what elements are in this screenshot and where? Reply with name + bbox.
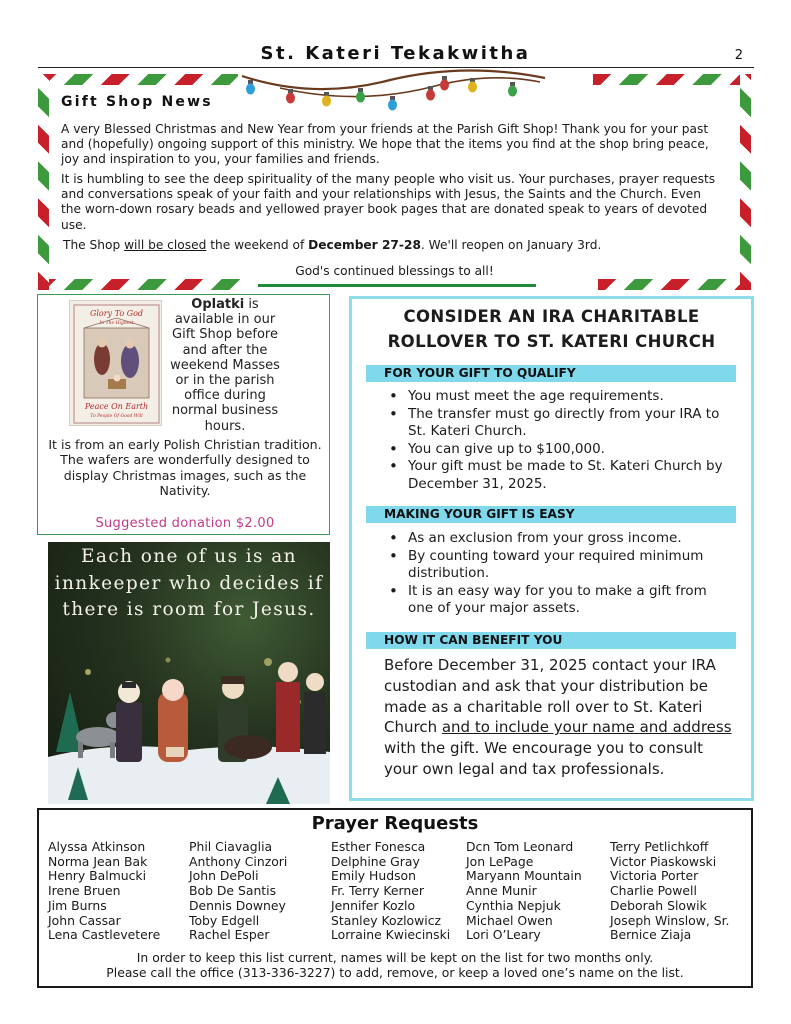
- oplatki-description: It is from an early Polish Christian tradition. The wafers are wonderfully designed to display Christmas images, such as the Nativity.: [48, 437, 322, 499]
- ira-benefit-text: [384, 655, 739, 780]
- oplatki-wafer-image: [69, 300, 162, 426]
- list-item: Fr. Terry Kerner: [331, 883, 424, 899]
- wafer-text-bottom-small: To People Of Good Will: [90, 414, 143, 419]
- prayer-note-line-1: In order to keep this list current, names will be kept on the list for two months only.: [136, 950, 654, 965]
- benefit-text: Before December 31, 2025 contact your IRA custodian and ask that your distribution be made as a charitable roll over to St. Kateri Church: [384, 656, 716, 737]
- list-item: • Your gift must be made to St. Kateri Church by December 31, 2025.: [380, 458, 725, 493]
- closure-text: The Shop: [63, 238, 125, 252]
- list-item: Dennis Downey: [189, 897, 286, 913]
- list-item: Norma Jean Bak: [48, 853, 148, 869]
- innkeeper-image: [48, 542, 330, 804]
- list-item: Henry Balmucki: [48, 868, 147, 884]
- list-item: Bernice Ziaja: [610, 927, 692, 943]
- list-item: Lena Castlevetere: [48, 927, 161, 943]
- list-item: Irene Bruen: [48, 883, 121, 899]
- list-item: Dcn Tom Leonard: [466, 839, 574, 854]
- benefit-text: with the gift. We encourage you to consult your own legal and tax professionals.: [384, 739, 704, 778]
- gift-shop-heading: Gift Shop News: [61, 94, 213, 110]
- gift-shop-signoff: God's continued blessings to all!: [295, 264, 494, 278]
- list-item: Jennifer Kozlo: [331, 897, 416, 913]
- ira-title-line-2: ROLLOVER TO ST. KATERI CHURCH: [387, 332, 716, 351]
- list-item: Anne Munir: [466, 883, 537, 899]
- list-item: Maryann Mountain: [466, 868, 582, 884]
- ira-qualify-heading: FOR YOUR GIFT TO QUALIFY: [384, 366, 576, 380]
- list-item: Toby Edgell: [189, 912, 260, 928]
- list-item: Phil Ciavaglia: [189, 839, 273, 854]
- list-item: Rachel Esper: [189, 927, 270, 943]
- list-item: Jon LePage: [466, 853, 534, 869]
- list-item: Michael Owen: [466, 912, 553, 928]
- prayer-column-2: [189, 840, 287, 943]
- ira-section-bar-qualify: [366, 365, 736, 382]
- closure-text: . We'll reopen on January 3rd.: [420, 238, 602, 252]
- prayer-requests-note: [37, 950, 753, 981]
- prayer-column-3: [331, 840, 450, 943]
- closure-underlined: will be closed: [124, 238, 207, 252]
- list-item: • It is an easy way for you to make a gift from one of your major assets.: [380, 583, 725, 618]
- ira-easy-list: [380, 530, 725, 618]
- list-item: Jim Burns: [48, 897, 107, 913]
- green-divider: [258, 284, 536, 287]
- list-item: • You must meet the age requirements.: [380, 388, 725, 406]
- oplatki-availability-text: is available in our Gift Shop before and after the weekend Masses or in the parish office during normal business hours.: [170, 297, 280, 434]
- ira-qualify-list: [380, 388, 725, 494]
- list-item: Emily Hudson: [331, 868, 416, 884]
- list-item: Deborah Slowik: [610, 897, 707, 913]
- list-item: Stanley Kozlowicz: [331, 912, 442, 928]
- page-number: 2: [734, 48, 743, 63]
- innkeeper-quote: Each one of us is an innkeeper who decides if there is room for Jesus.: [54, 546, 324, 620]
- candy-stripe-border: [38, 74, 238, 85]
- oplatki-name: Oplatki: [191, 297, 245, 312]
- christmas-lights-icon: [240, 66, 550, 112]
- list-item: Alyssa Atkinson: [48, 839, 146, 854]
- wafer-text-top: Glory To God: [89, 309, 144, 318]
- ira-title: [349, 304, 754, 354]
- candy-stripe-border: [740, 74, 751, 290]
- gift-shop-closure-notice: [63, 238, 723, 253]
- list-item: Lorraine Kwiecinski: [331, 927, 451, 943]
- gift-shop-paragraph-2: It is humbling to see the deep spirituality of the many people who visit us. Your purchases, prayer requests and conversations speak of your faith and your relationships with Jesus, the Saints and the Church. Even the worn-down rosary beads and yellowed prayer book pages that are donated speak to years of devoted use.: [61, 172, 716, 232]
- list-item: • The transfer must go directly from your IRA to St. Kateri Church.: [380, 406, 725, 441]
- wafer-text-top-small: In The Highest: [99, 321, 134, 326]
- candy-stripe-border: [598, 279, 751, 290]
- list-item: Victoria Porter: [610, 868, 699, 884]
- list-item: Cynthia Nepjuk: [466, 897, 561, 913]
- ira-easy-heading: MAKING YOUR GIFT IS EASY: [384, 507, 575, 521]
- list-item: • By counting toward your required minimum distribution.: [380, 548, 725, 583]
- ira-section-bar-benefit: [366, 632, 736, 649]
- prayer-column-1: [48, 840, 160, 943]
- gift-shop-paragraph-1: A very Blessed Christmas and New Year from your friends at the Parish Gift Shop! Thank you for your past and (hopefully) ongoing support of this ministry. We hope that the items you find at the shop bring peace, joy and inspiration to you, your families and friends.: [61, 122, 709, 167]
- oplatki-availability: [166, 297, 284, 434]
- list-item: Bob De Santis: [189, 883, 277, 899]
- list-item: Victor Piaskowski: [610, 853, 717, 869]
- list-item: • As an exclusion from your gross income.: [380, 530, 725, 548]
- closure-text: the weekend of: [206, 238, 309, 252]
- list-item: John DePoli: [189, 868, 259, 884]
- ira-section-bar-easy: [366, 506, 736, 523]
- prayer-requests-title: Prayer Requests: [311, 813, 479, 834]
- candy-stripe-border: [38, 279, 248, 290]
- candy-stripe-border: [38, 74, 49, 290]
- oplatki-donation: Suggested donation $2.00: [95, 516, 275, 531]
- nativity-wafer-art: [70, 301, 162, 426]
- wafer-text-bottom: Peace On Earth: [84, 402, 149, 411]
- list-item: Terry Petlichkoff: [610, 839, 709, 854]
- list-item: Delphine Gray: [331, 853, 420, 869]
- list-item: Joseph Winslow, Sr.: [610, 912, 730, 928]
- closure-dates: December 27-28: [308, 238, 421, 252]
- list-item: Lori O’Leary: [466, 927, 541, 943]
- prayer-column-5: [610, 840, 730, 943]
- candy-stripe-border: [593, 74, 751, 85]
- list-item: John Cassar: [48, 912, 121, 928]
- ira-title-line-1: CONSIDER AN IRA CHARITABLE: [403, 307, 700, 326]
- list-item: • You can give up to $100,000.: [380, 441, 725, 459]
- list-item: Charlie Powell: [610, 883, 697, 899]
- benefit-underlined: and to include your name and address: [441, 718, 732, 737]
- prayer-column-4: [466, 840, 582, 943]
- prayer-note-line-2: Please call the office (313-336-3227) to add, remove, or keep a loved one’s name on the list.: [106, 965, 684, 981]
- newsletter-title: St. Kateri Tekakwitha: [260, 43, 531, 64]
- ira-benefit-heading: HOW IT CAN BENEFIT YOU: [384, 633, 563, 647]
- list-item: Anthony Cinzori: [189, 853, 288, 869]
- list-item: Esther Fonesca: [331, 839, 426, 854]
